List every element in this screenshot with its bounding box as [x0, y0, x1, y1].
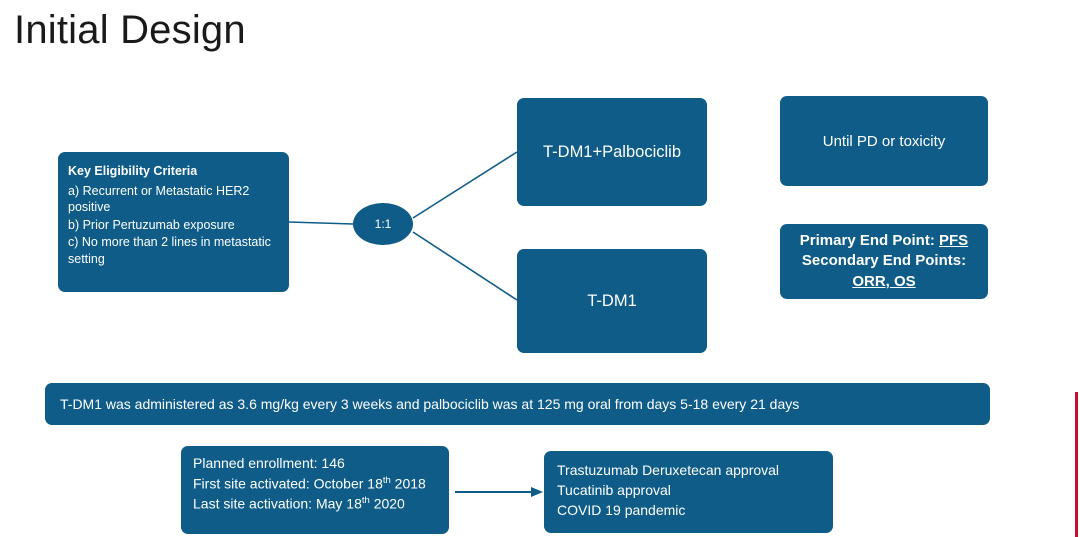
primary-endpoint-line — [800, 231, 968, 251]
first-site-prefix: First site activated: October 18 — [193, 475, 383, 492]
external-events-box — [544, 451, 833, 533]
secondary-endpoint-value-line — [852, 272, 915, 292]
eligibility-criteria-box — [58, 152, 289, 292]
secondary-endpoint-label: Secondary End Points: — [801, 252, 967, 270]
primary-endpoint-label: Primary End Point: — [799, 232, 939, 250]
event-item-1: Trastuzumab Deruxetecan approval — [557, 462, 780, 478]
last-site-activation-line — [193, 494, 439, 515]
first-site-activated-line — [193, 474, 439, 495]
event-item-2: Tucatinib approval — [557, 481, 671, 498]
treatment-duration-box: Until PD or toxicity — [780, 96, 988, 186]
arm-experimental-box: T-DM1+Palbociclib — [517, 98, 707, 206]
randomization-ratio-node: 1:1 — [353, 203, 413, 245]
eligibility-criterion-c: c) No more than 2 lines in metastatic setting — [68, 235, 271, 266]
last-site-ordinal: th — [361, 495, 370, 507]
arm-control-box: T-DM1 — [517, 249, 707, 353]
last-site-prefix: Last site activation: May 18 — [193, 496, 362, 513]
dosing-details-bar: T-DM1 was administered as 3.6 mg/kg every 3 weeks and palbociclib was at 125 mg oral from days 5-18 every 21 days — [45, 383, 990, 425]
endpoints-box — [780, 224, 988, 299]
eligibility-heading: Key Eligibility Criteria — [68, 164, 198, 178]
page-title: Initial Design — [14, 8, 246, 52]
eligibility-criterion-a: a) Recurrent or Metastatic HER2 positive — [68, 183, 250, 214]
first-site-year: 2018 — [390, 475, 426, 492]
last-site-year: 2020 — [369, 496, 405, 513]
eligibility-criterion-b: b) Prior Pertuzumab exposure — [68, 217, 235, 232]
secondary-endpoint-value: ORR, OS — [852, 272, 916, 290]
enrollment-timeline-box — [181, 446, 449, 534]
event-item-3: COVID 19 pandemic — [557, 501, 686, 518]
planned-enrollment-line: Planned enrollment: 146 — [193, 455, 345, 471]
first-site-ordinal: th — [382, 474, 391, 486]
primary-endpoint-value: PFS — [939, 232, 969, 250]
